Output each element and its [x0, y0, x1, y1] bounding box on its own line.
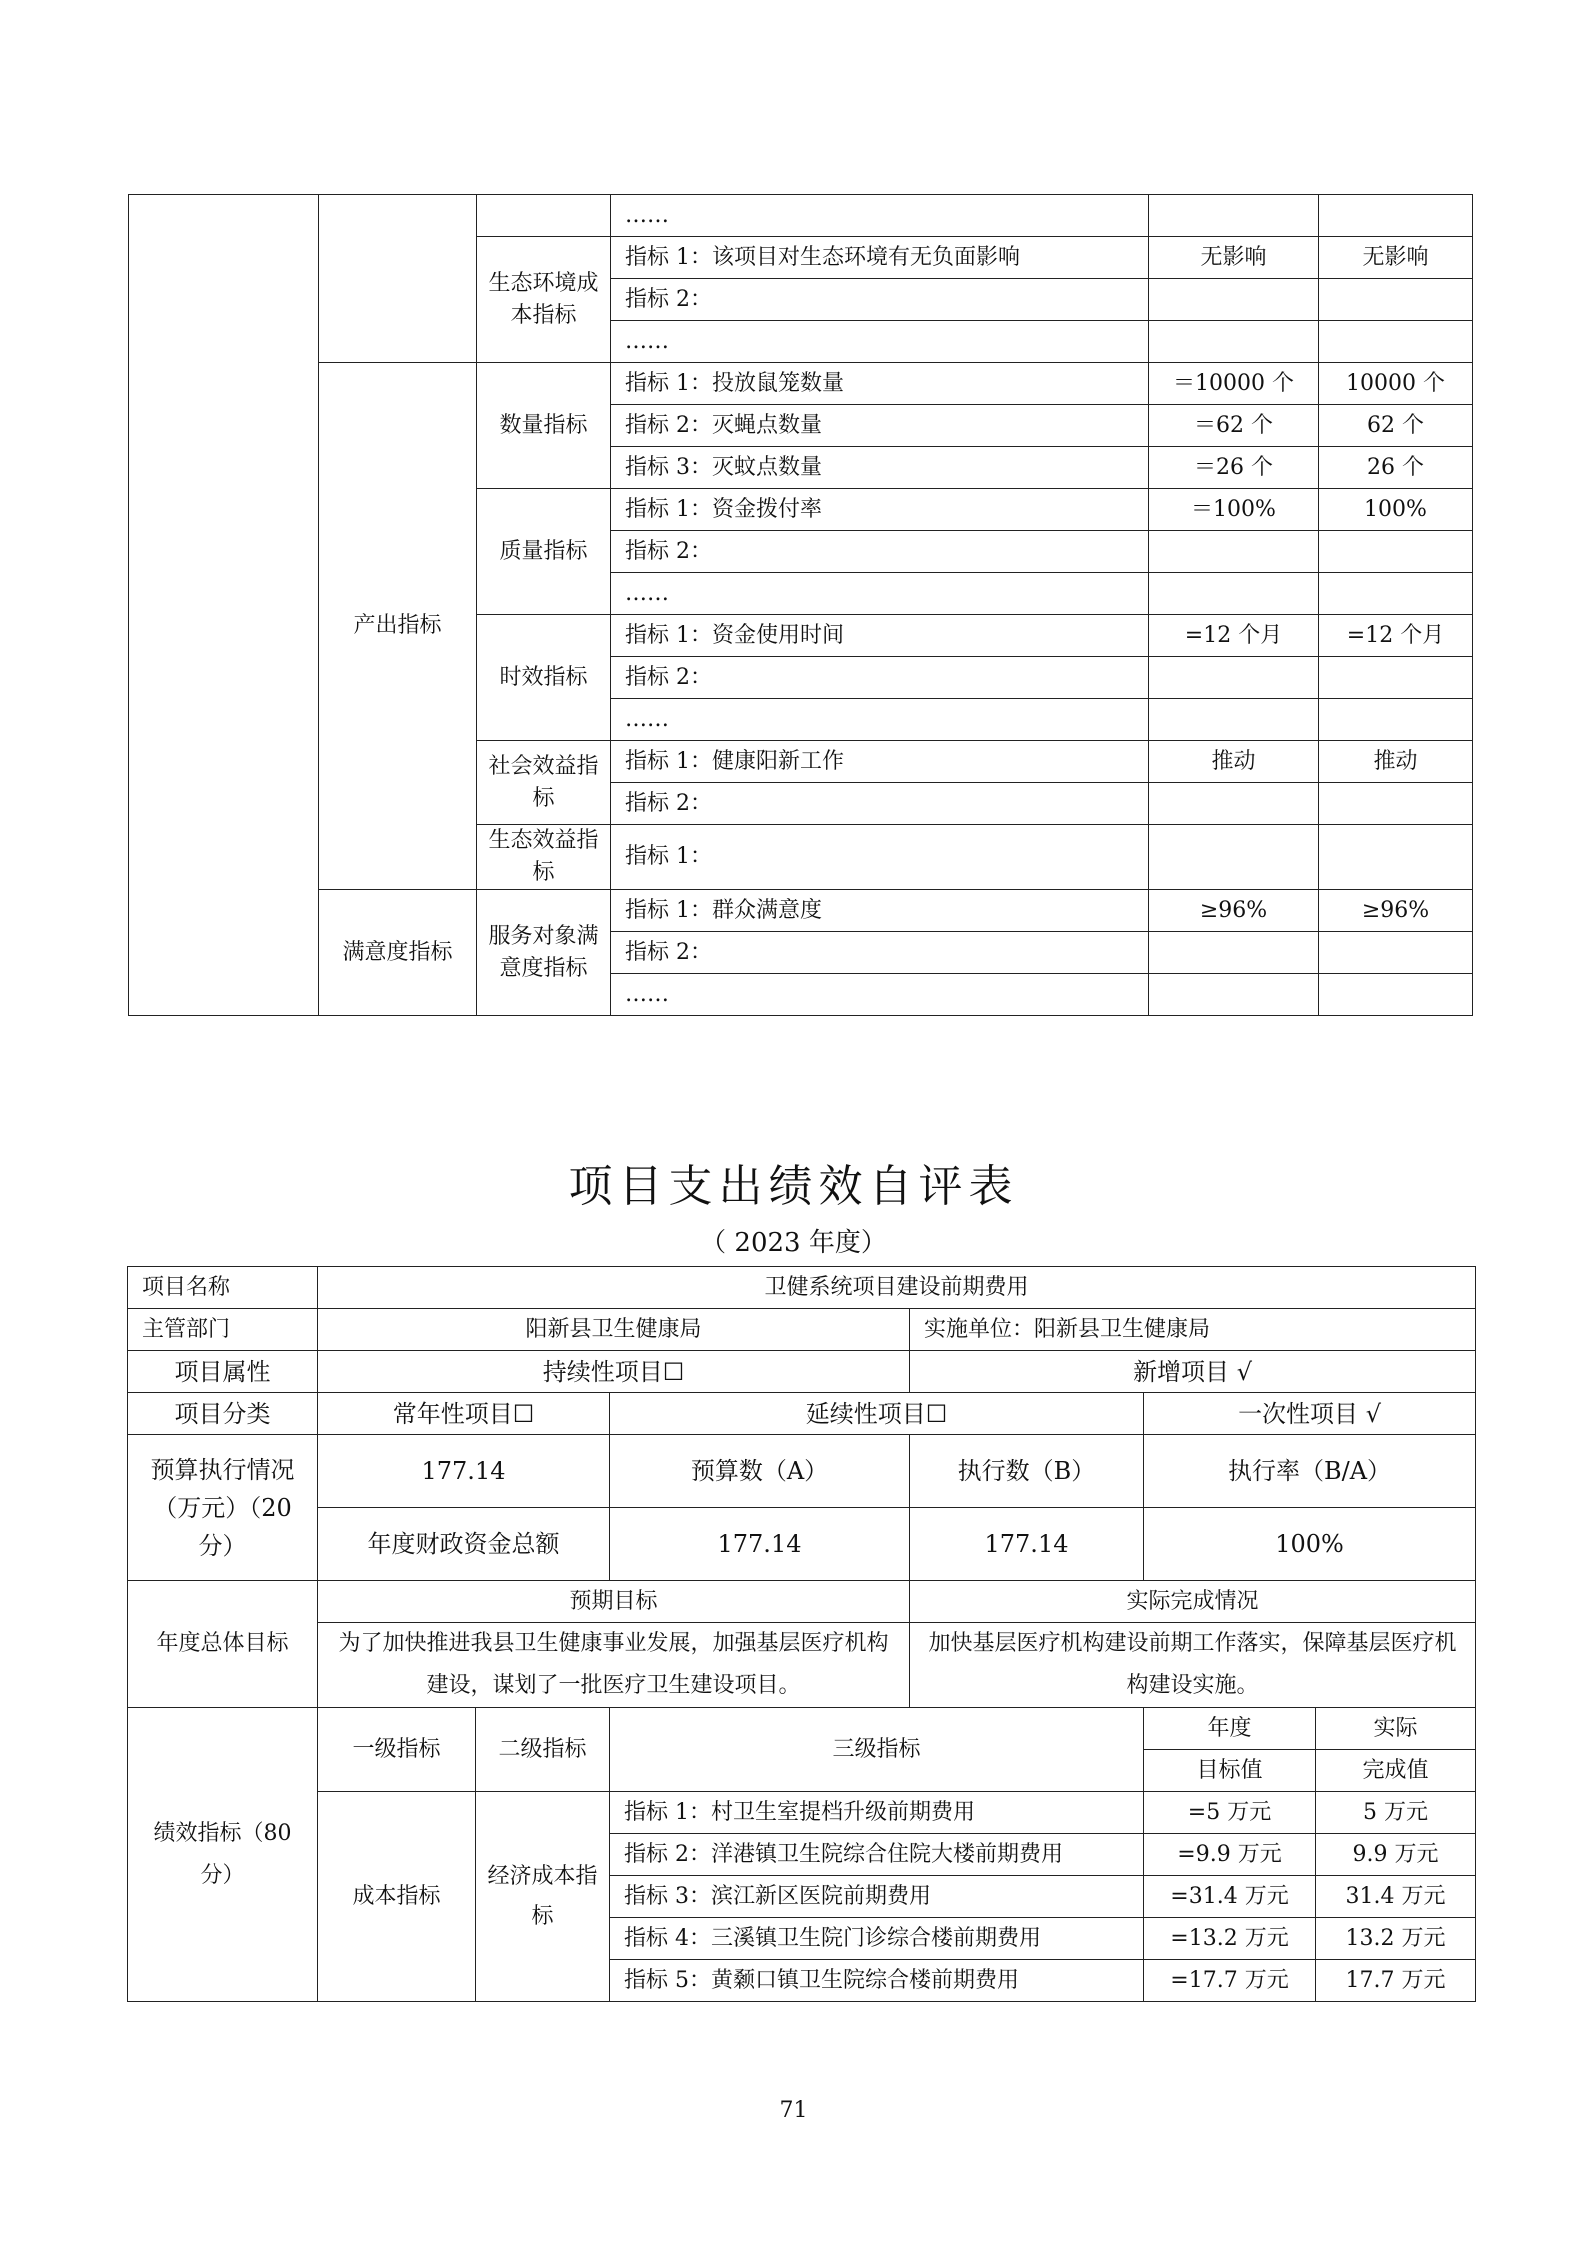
actual-value: 100% — [1319, 489, 1473, 531]
actual-value: 13.2 万元 — [1316, 1918, 1476, 1960]
actual-value: 无影响 — [1319, 237, 1473, 279]
ellipsis-row: …… — [611, 195, 1149, 237]
blank-level2-cell — [477, 195, 611, 237]
indicator-label: 指标 2： — [611, 932, 1149, 974]
project-name-value: 卫健系统项目建设前期费用 — [318, 1267, 1476, 1309]
rate-label: 执行率（B/A） — [1144, 1435, 1476, 1508]
attr-continuing: 持续性项目☐ — [318, 1351, 910, 1393]
project-name-label: 项目名称 — [128, 1267, 318, 1309]
actual-value: 5 万元 — [1316, 1792, 1476, 1834]
actual-value: ≥96% — [1319, 890, 1473, 932]
indicator-label: 指标 1：村卫生室提档升级前期费用 — [610, 1792, 1144, 1834]
indicator-label: 指标 2： — [611, 783, 1149, 825]
quality-indicator-label: 质量指标 — [477, 489, 611, 615]
annual-b-value: 177.14 — [910, 1508, 1144, 1581]
blank-first-column — [129, 195, 319, 1016]
dept-value: 阳新县卫生健康局 — [318, 1309, 910, 1351]
indicator-label: 指标 1：资金拨付率 — [611, 489, 1149, 531]
indicator-label: 指标 1： — [611, 825, 1149, 890]
year-header: 年度 — [1144, 1708, 1316, 1750]
annual-rate-value: 100% — [1144, 1508, 1476, 1581]
indicator-table-continued — [128, 194, 1473, 1016]
actual-completion-header: 实际完成情况 — [910, 1581, 1476, 1623]
annual-goal-label: 年度总体目标 — [128, 1581, 318, 1708]
indicator-label: 指标 1：该项目对生态环境有无负面影响 — [611, 237, 1149, 279]
expected-goal-text: 为了加快推进我县卫生健康事业发展，加强基层医疗机构建设，谋划了一批医疗卫生建设项目。 — [318, 1623, 910, 1708]
target-value: ＝62 个 — [1149, 405, 1319, 447]
class-label: 项目分类 — [128, 1393, 318, 1435]
target-value: =13.2 万元 — [1144, 1918, 1316, 1960]
quantity-indicator-label: 数量指标 — [477, 363, 611, 489]
actual-completion-text: 加快基层医疗机构建设前期工作落实，保障基层医疗机构建设实施。 — [910, 1623, 1476, 1708]
budget-label: 预算执行情况（万元）（20 分） — [128, 1435, 318, 1581]
page-subtitle: （ 2023 年度） — [700, 1228, 887, 1258]
indicator-label: 指标 1：群众满意度 — [611, 890, 1149, 932]
target-value: 无影响 — [1149, 237, 1319, 279]
cost-indicator-label: 成本指标 — [318, 1792, 476, 2002]
indicator-label: 指标 1：资金使用时间 — [611, 615, 1149, 657]
indicator-label: 指标 4：三溪镇卫生院门诊综合楼前期费用 — [610, 1918, 1144, 1960]
indicator-label: 指标 2： — [611, 657, 1149, 699]
class-extended: 延续性项目☐ — [610, 1393, 1144, 1435]
satisfaction-indicator-label: 满意度指标 — [319, 890, 477, 1016]
target-value: =17.7 万元 — [1144, 1960, 1316, 2002]
attr-new: 新增项目 √ — [910, 1351, 1476, 1393]
actual-header: 实际 — [1316, 1708, 1476, 1750]
expected-goal-header: 预期目标 — [318, 1581, 910, 1623]
target-value: =9.9 万元 — [1144, 1834, 1316, 1876]
actual-value: 17.7 万元 — [1316, 1960, 1476, 2002]
indicator-label: …… — [611, 573, 1149, 615]
timeliness-indicator-label: 时效指标 — [477, 615, 611, 741]
actual-value: 62 个 — [1319, 405, 1473, 447]
dept-label: 主管部门 — [128, 1309, 318, 1351]
indicator-label: …… — [611, 321, 1149, 363]
target-value: 推动 — [1149, 741, 1319, 783]
indicator-label: 指标 1：投放鼠笼数量 — [611, 363, 1149, 405]
social-benefit-indicator-label: 社会效益指标 — [477, 741, 611, 825]
service-satisfaction-indicator-label: 服务对象满意度指标 — [477, 890, 611, 1016]
target-value: ＝10000 个 — [1149, 363, 1319, 405]
actual-value: 31.4 万元 — [1316, 1876, 1476, 1918]
target-value: ≥96% — [1149, 890, 1319, 932]
actual-value: 26 个 — [1319, 447, 1473, 489]
perf-indicator-label: 绩效指标（80 分） — [128, 1708, 318, 2002]
target-value: ＝100% — [1149, 489, 1319, 531]
indicator-label: 指标 1：健康阳新工作 — [611, 741, 1149, 783]
indicator-label: 指标 5：黄颡口镇卫生院综合楼前期费用 — [610, 1960, 1144, 2002]
indicator-label: 指标 3：滨江新区医院前期费用 — [610, 1876, 1144, 1918]
annual-fund-label: 年度财政资金总额 — [318, 1508, 610, 1581]
actual-value: 10000 个 — [1319, 363, 1473, 405]
annual-a-value: 177.14 — [610, 1508, 910, 1581]
indicator-label: 指标 2： — [611, 531, 1149, 573]
econ-cost-indicator-label: 经济成本指标 — [476, 1792, 610, 2002]
level2-header: 二级指标 — [476, 1708, 610, 1792]
output-indicator-label: 产出指标 — [319, 363, 477, 890]
indicator-label: …… — [611, 974, 1149, 1016]
class-onetime: 一次性项目 √ — [1144, 1393, 1476, 1435]
level1-header: 一级指标 — [318, 1708, 476, 1792]
blank-level1-cell — [319, 195, 477, 363]
page-title: 项目支出绩效自评表 — [568, 1161, 1019, 1212]
self-evaluation-table — [127, 1266, 1476, 2002]
target-value: ＝26 个 — [1149, 447, 1319, 489]
target-value: =12 个月 — [1149, 615, 1319, 657]
target-value: =5 万元 — [1144, 1792, 1316, 1834]
indicator-label: 指标 2： — [611, 279, 1149, 321]
indicator-label: 指标 3：灭蚊点数量 — [611, 447, 1149, 489]
target-value: =31.4 万元 — [1144, 1876, 1316, 1918]
attr-label: 项目属性 — [128, 1351, 318, 1393]
actual-value: =12 个月 — [1319, 615, 1473, 657]
actual-value: 9.9 万元 — [1316, 1834, 1476, 1876]
indicator-label: 指标 2：灭蝇点数量 — [611, 405, 1149, 447]
actual-value: 推动 — [1319, 741, 1473, 783]
target-header: 目标值 — [1144, 1750, 1316, 1792]
eco-benefit-indicator-label: 生态效益指标 — [477, 825, 611, 890]
indicator-label: 指标 2：洋港镇卫生院综合住院大楼前期费用 — [610, 1834, 1144, 1876]
impl-unit: 实施单位：阳新县卫生健康局 — [910, 1309, 1476, 1351]
exec-b-label: 执行数（B） — [910, 1435, 1144, 1508]
budget-a-label: 预算数（A） — [610, 1435, 910, 1508]
class-regular: 常年性项目☐ — [318, 1393, 610, 1435]
level3-header: 三级指标 — [610, 1708, 1144, 1792]
eco-cost-indicator-label: 生态环境成本指标 — [477, 237, 611, 363]
page-number: 71 — [779, 2098, 808, 2123]
completion-header: 完成值 — [1316, 1750, 1476, 1792]
budget-value: 177.14 — [318, 1435, 610, 1508]
indicator-label: …… — [611, 699, 1149, 741]
